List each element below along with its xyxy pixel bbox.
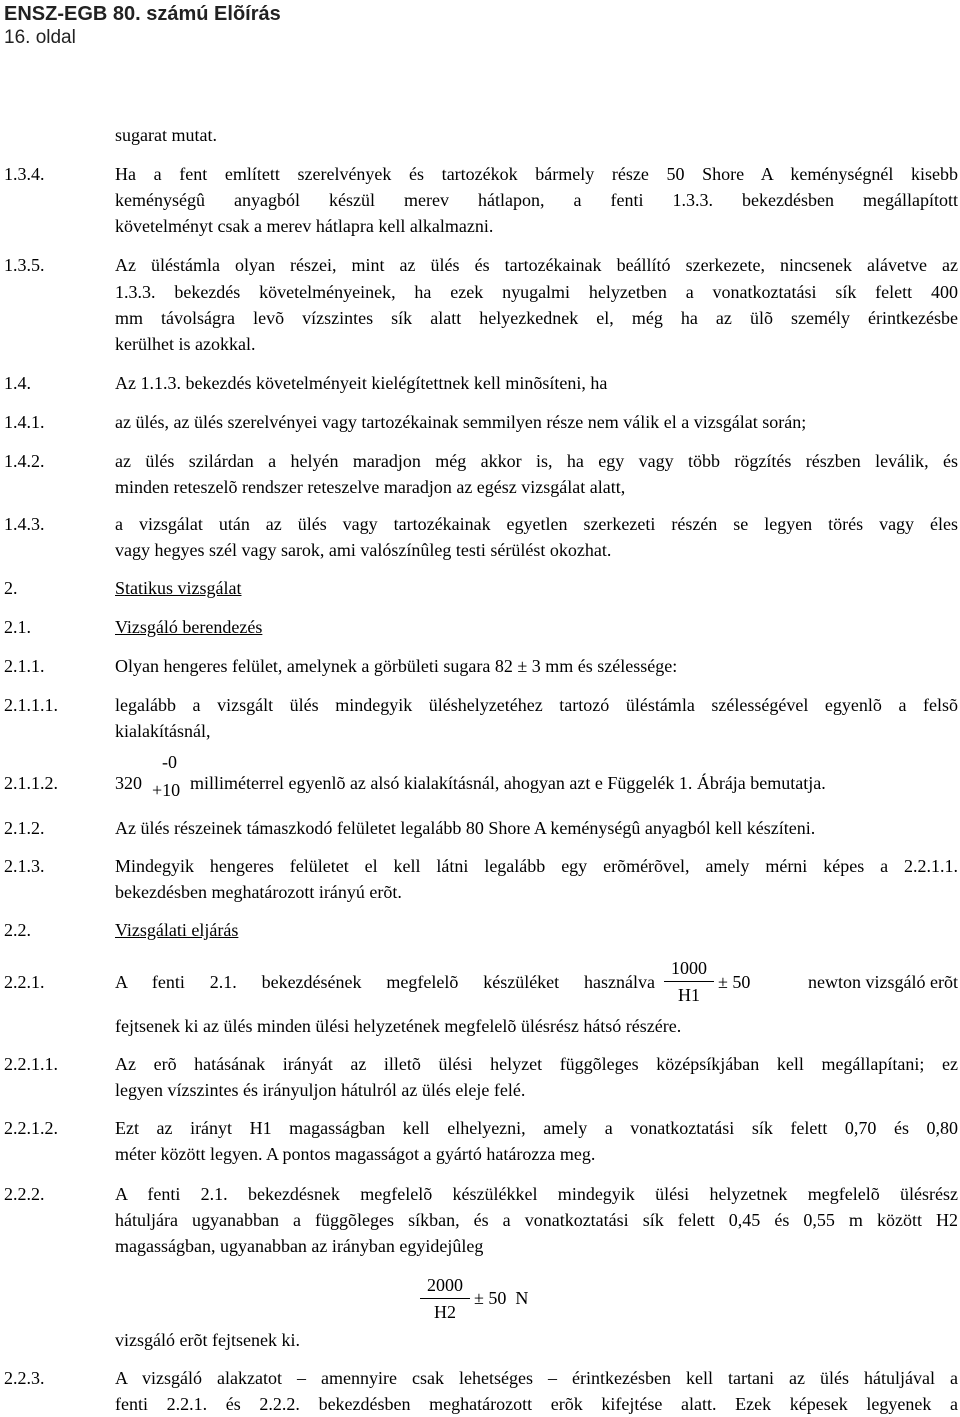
section-number: 1.4. xyxy=(4,373,31,393)
paragraph-line: magasságban, ugyanabban az irányban egyidejûleg xyxy=(115,1236,484,1256)
paragraph-line: legyen vízszintes és irányuljon hátulról az ülés eleje felé. xyxy=(115,1080,526,1100)
section-number: 2.1.3. xyxy=(4,856,45,876)
paragraph-line: Mindegyik hengeres felületet el kell látni legalább egy erõmérõvel, amely mérni képes a 2.2.1.1. xyxy=(115,856,958,876)
section-number: 2.2.2. xyxy=(4,1184,45,1204)
paragraph-line: A fenti 2.1. bekezdésének megfelelõ készüléket használva xyxy=(115,972,655,992)
section-number: 2.1.1.2. xyxy=(4,773,58,793)
paragraph-line: keménységû anyagból készül merev hátlapon, a fenti 1.3.3. bekezdésben megállapított xyxy=(115,190,958,210)
paragraph-line: mm távolságra levõ vízszintes sík alatt helyezkednek el, még ha az ülõ személy érintkezésbe xyxy=(115,308,958,328)
fraction-denominator: H2 xyxy=(434,1302,456,1322)
paragraph-line: kialakításnál, xyxy=(115,721,211,741)
fraction-numerator: 1000 xyxy=(671,958,707,978)
tolerance-lower: +10 xyxy=(152,780,181,800)
section-number: 2.1.1.1. xyxy=(4,695,58,715)
paragraph-line: fejtsenek ki az ülés minden ülési helyzetének megfelelõ ülésrész hátsó részére. xyxy=(115,1016,682,1036)
paragraph-line: vagy hegyes szél vagy sarok, ami valószínûleg testi sérülést okozhat. xyxy=(115,540,612,560)
paragraph-line: A fenti 2.1. bekezdésnek megfelelõ készülékkel mindegyik ülési helyzetnek megfelelõ ülésrész xyxy=(115,1184,958,1204)
paragraph-line: 1.3.3. bekezdés követelményeinek, ha ezek nyugalmi helyzetben a vonatkoztatási sík felett 400 xyxy=(115,282,958,302)
section-number: 1.4.1. xyxy=(4,412,45,432)
paragraph-line: a vizsgálat után az ülés vagy tartozékainak egyetlen szerkezeti részén se legyen törés vagy éles xyxy=(115,514,958,534)
fraction-bar xyxy=(420,1298,470,1299)
section-number: 2.1. xyxy=(4,617,31,637)
section-number: 2.2.1.2. xyxy=(4,1118,58,1138)
paragraph-line: bekezdésben meghatározott irányú erõt. xyxy=(115,882,402,902)
paragraph-line: hátuljára ugyanabban a függõleges síkban, és a vonatkoztatási sík felett 0,45 és 0,55 m között H2 xyxy=(115,1210,958,1230)
paragraph-line: fenti 2.2.1. és 2.2.2. bekezdésben meghatározott erõk kifejtése alatt. Ezek képesek legyenek a xyxy=(115,1394,958,1414)
document-title: ENSZ-EGB 80. számú Elõírás xyxy=(4,3,281,25)
paragraph-line: vizsgáló erõt fejtsenek ki. xyxy=(115,1330,300,1350)
paragraph-line: Olyan hengeres felület, amelynek a görbületi sugara 82 ± 3 mm és szélessége: xyxy=(115,656,678,676)
paragraph-line: követelményt csak a merev hátlapra kell alkalmazni. xyxy=(115,216,494,236)
force-fraction xyxy=(664,957,714,1006)
section-number: 2.2.1. xyxy=(4,972,45,992)
paragraph-line: newton vizsgáló erõt xyxy=(808,972,958,992)
fraction-bar xyxy=(664,981,714,982)
section-number: 2.2. xyxy=(4,920,31,940)
paragraph-line: Az üléstámla olyan részei, mint az ülés és tartozékainak beállító szerkezete, nincsenek alávetve az xyxy=(115,255,958,275)
paragraph-line: az ülés szilárdan a helyén maradjon még akkor is, ha egy vagy több rögzítés részben leválik, és xyxy=(115,451,958,471)
section-number: 2.1.2. xyxy=(4,818,45,838)
paragraph-line: Ha a fent említett szerelvények és tartozékok bármely része 50 Shore A keménységnél kisebb xyxy=(115,164,958,184)
paragraph-line: A vizsgáló alakzatot – amennyire csak lehetséges – érintkezésben kell tartani az ülés hátuljával a xyxy=(115,1368,958,1388)
paragraph-line: Az ülés részeinek támaszkodó felületet legalább 80 Shore A keménységû anyagból kell készíteni. xyxy=(115,818,816,838)
paragraph-line: kerülhet is azokkal. xyxy=(115,334,256,354)
section-number: 1.4.2. xyxy=(4,451,45,471)
section-number: 1.3.5. xyxy=(4,255,45,275)
paragraph-line: milliméterrel egyenlõ az alsó kialakításnál, ahogyan azt e Függelék 1. Ábrája bemutatja. xyxy=(190,773,826,793)
paragraph-continuation: sugarat mutat. xyxy=(115,125,217,145)
page-number: 16. oldal xyxy=(4,27,76,48)
paragraph-line: méter között legyen. A pontos magasságot a gyártó határozza meg. xyxy=(115,1144,596,1164)
paragraph-line: Az 1.1.3. bekezdés követelményeit kielégítettnek kell minõsíteni, ha xyxy=(115,373,608,393)
fraction-numerator: 2000 xyxy=(427,1275,463,1295)
fraction-denominator: H1 xyxy=(678,985,700,1005)
paragraph-line: Az erõ hatásának irányát az illetõ ülési helyzet függõleges középsíkjában kell megállapítani; ez xyxy=(115,1054,958,1074)
section-number: 2.2.1.1. xyxy=(4,1054,58,1074)
section-number: 2.1.1. xyxy=(4,656,45,676)
section-number: 2. xyxy=(4,578,18,598)
tolerance-value: ± 50 N xyxy=(474,1288,529,1308)
section-heading: Vizsgáló berendezés xyxy=(115,617,263,637)
section-heading: Vizsgálati eljárás xyxy=(115,920,239,940)
tolerance-value: 320 xyxy=(115,773,142,793)
paragraph-line: legalább a vizsgált ülés mindegyik üléshelyzetéhez tartozó üléstámla szélességével egyenlõ a felsõ xyxy=(115,695,958,715)
section-number: 1.3.4. xyxy=(4,164,45,184)
paragraph-line: az ülés, az ülés szerelvényei vagy tartozékainak semmilyen része nem válik el a vizsgálat során; xyxy=(115,412,807,432)
tolerance-value: ± 50 xyxy=(718,972,751,992)
tolerance-upper: -0 xyxy=(162,752,177,772)
section-number: 1.4.3. xyxy=(4,514,45,534)
force-fraction xyxy=(420,1274,470,1323)
paragraph-line: minden reteszelõ rendszer reteszelve maradjon az egész vizsgálat alatt, xyxy=(115,477,626,497)
section-heading: Statikus vizsgálat xyxy=(115,578,242,598)
paragraph-line: Ezt az irányt H1 magasságban kell elhelyezni, amely a vonatkoztatási sík felett 0,70 és 0,80 xyxy=(115,1118,958,1138)
section-number: 2.2.3. xyxy=(4,1368,45,1388)
